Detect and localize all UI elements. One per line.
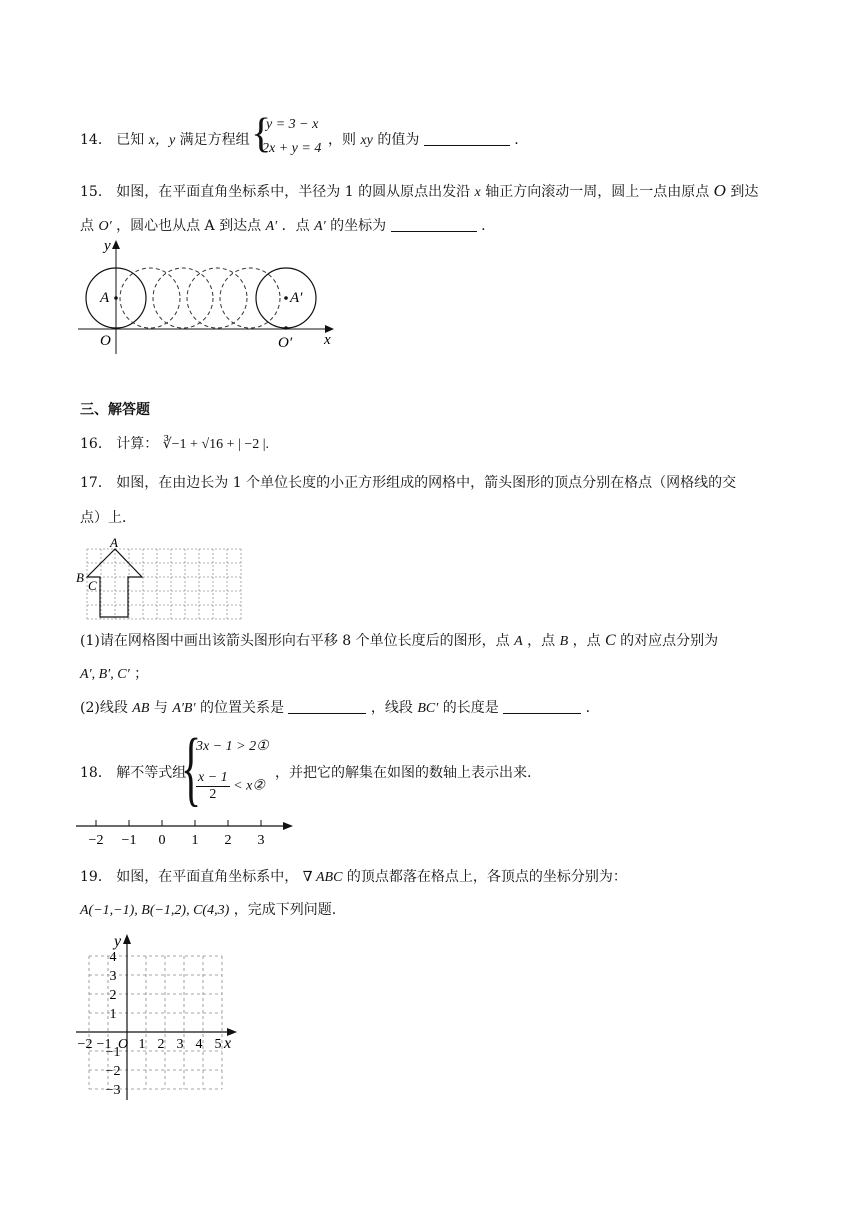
fig19-O-label: O: [118, 1037, 129, 1052]
q17-text: ，线段: [370, 700, 413, 716]
y-tick-label: 3: [109, 969, 117, 984]
q14-text-c: ，则: [328, 132, 356, 148]
q14-number: 14．: [80, 132, 112, 148]
number-line-tick-label: −1: [121, 833, 137, 848]
y-tick-label: 1: [109, 1007, 117, 1022]
x-tick-label: 3: [176, 1037, 184, 1052]
fig15-Aprime-label: A′: [290, 290, 303, 306]
q17-end: .: [585, 700, 591, 716]
q15-text: 轴正方向滚动一周，圆上一点由原点: [485, 184, 710, 200]
number-line: [76, 816, 300, 848]
q17-line1: [80, 473, 736, 493]
fig17-A-label: A: [110, 536, 118, 550]
q16-line: [80, 434, 269, 455]
fig15-O-label: O: [100, 333, 111, 349]
x-tick-label: 1: [138, 1037, 146, 1052]
q15-text: 点: [80, 218, 94, 234]
y-tick-label: −1: [105, 1045, 121, 1060]
q18-text: 解不等式组: [116, 765, 187, 781]
q17-B: B: [559, 634, 569, 649]
q15-answer-blank: [391, 217, 477, 232]
q14-brace: {: [251, 111, 272, 157]
q18-denominator: 2: [209, 787, 217, 802]
figure-coordinate-grid: [72, 928, 242, 1102]
q17-text: (2)线段: [80, 700, 128, 716]
q17-text: 的位置关系是: [200, 700, 284, 716]
q15-O: O: [713, 181, 726, 200]
q16-number: 16．: [80, 436, 112, 452]
q15-text: 的坐标为: [330, 218, 387, 234]
q17-text: (1)请在网格图中画出该箭头图形向右平移 8 个单位长度后的图形，点: [80, 633, 510, 649]
q17-answer-blank-2: [503, 699, 581, 714]
q17-primes: A′, B′, C′: [80, 667, 130, 682]
q15-x: x: [474, 185, 481, 200]
q18-ineq1: 3x − 1 > 2①: [196, 739, 269, 754]
q14-answer-blank: [424, 131, 510, 146]
q17-text: ，点: [527, 633, 556, 649]
q19-line2: [80, 900, 336, 921]
q14-text-d: 的值为: [377, 132, 420, 148]
fig15-A-label: A: [100, 290, 110, 306]
q14-vars: x，y: [148, 133, 176, 148]
figure-arrow-grid: [76, 536, 270, 622]
q15-end: .: [481, 218, 486, 234]
q17-A: A: [514, 634, 523, 649]
fig19-y-label: y: [114, 933, 122, 950]
number-line-tick-label: −2: [88, 833, 104, 848]
q19-line1: [80, 867, 627, 888]
q16-expression: ∛−1 + √16 + | −2 |.: [162, 437, 270, 452]
fig15-Oprime-label: O′: [278, 335, 293, 351]
fig15-y-label: y: [104, 238, 111, 254]
q15-text: ．点: [281, 218, 310, 234]
q17-sub1-line1: [80, 631, 718, 652]
q18-after: ，并把它的解集在如图的数轴上表示出来.: [275, 765, 532, 781]
q19-coords: A(−1,−1), B(−1,2), C(4,3): [80, 903, 230, 918]
q18-brace: {: [181, 722, 202, 815]
y-tick-label: 2: [109, 988, 117, 1003]
q17-text: ，点: [572, 633, 601, 649]
fig17-B-label: B: [76, 570, 84, 585]
q17-AB: AB: [132, 701, 150, 716]
x-tick-label: 5: [214, 1037, 222, 1052]
x-tick-label: −2: [77, 1037, 93, 1052]
q17-number: 17．: [80, 475, 112, 491]
fig17-C-label: C: [88, 578, 97, 593]
number-line-tick-label: 3: [257, 833, 265, 848]
q19-text: 如图，在平面直角坐标系中，: [116, 869, 299, 885]
q17-BCp: BC′: [417, 701, 439, 716]
q15-text: 如图，在平面直角坐标系中，半径为 1 的圆从原点出发沿: [116, 184, 471, 200]
q19-text: ，完成下列问题.: [233, 902, 337, 918]
y-tick-label: 4: [109, 950, 117, 965]
fig15-x-label: x: [324, 332, 331, 348]
fig19-x-label: x: [224, 1035, 232, 1052]
q18-fraction: [196, 770, 230, 803]
number-line-tick-label: 1: [191, 833, 199, 848]
q17-line2: 点）上．: [80, 510, 136, 526]
q19-text: 的顶点都落在格点上，各顶点的坐标分别为：: [346, 869, 627, 885]
q17-text: ；: [134, 666, 149, 682]
q15-number: 15．: [80, 184, 112, 200]
q17-sub1-line2: [80, 664, 148, 685]
y-tick-label: −2: [105, 1064, 121, 1079]
q17-text: 的对应点分别为: [620, 633, 719, 649]
q18-ineq2: [196, 770, 265, 803]
q14-eq1: y = 3 − x: [266, 117, 319, 132]
y-tick-label: −3: [105, 1083, 121, 1098]
q19-number: 19．: [80, 869, 112, 885]
q17-sub2: [80, 698, 590, 719]
q17-text: 如图，在由边长为 1 个单位长度的小正方形组成的网格中，箭头图形的顶点分别在格点（网格线的交: [116, 475, 737, 491]
q14-eq2: 2x + y = 4: [262, 141, 322, 156]
x-tick-label: −1: [96, 1037, 112, 1052]
q16-text: 计算：: [116, 436, 159, 452]
q15-line1: [80, 181, 758, 203]
q15-Aprime: A′: [314, 219, 326, 234]
q14-end: .: [514, 132, 519, 148]
q14-line: [80, 130, 250, 151]
q15-Aprime: A′: [265, 219, 278, 234]
q14-xy: xy: [360, 133, 373, 148]
q17-C: C: [605, 632, 616, 649]
q15-line2: [80, 216, 486, 237]
number-line-tick-label: 0: [158, 833, 166, 848]
q14-text-b: 满足方程组: [179, 132, 250, 148]
number-line-tick-label: 2: [224, 833, 232, 848]
q14-text-a: 已知: [116, 132, 145, 148]
q15-text: 到达: [730, 184, 759, 200]
x-tick-label: 2: [157, 1037, 165, 1052]
q19-triangle: ∇ ABC: [302, 870, 343, 885]
q18-numerator: x − 1: [198, 770, 228, 785]
section-heading: 三、解答题: [80, 402, 150, 418]
q18-number: 18．: [80, 765, 112, 781]
q17-text: 的长度是: [442, 700, 499, 716]
q17-text: 与: [153, 700, 168, 716]
q17-answer-blank-1: [288, 699, 366, 714]
q18-line: [80, 763, 186, 783]
q17-ApBp: A′B′: [172, 701, 196, 716]
q15-text: ，圆心也从点 A 到达点: [116, 218, 262, 234]
x-tick-label: 4: [195, 1037, 203, 1052]
q14-tail: [328, 130, 519, 151]
figure-rolling-circle: [78, 236, 348, 354]
q18-ineq2-rest: < x②: [233, 778, 265, 794]
q15-Oprime: O′: [98, 219, 112, 234]
